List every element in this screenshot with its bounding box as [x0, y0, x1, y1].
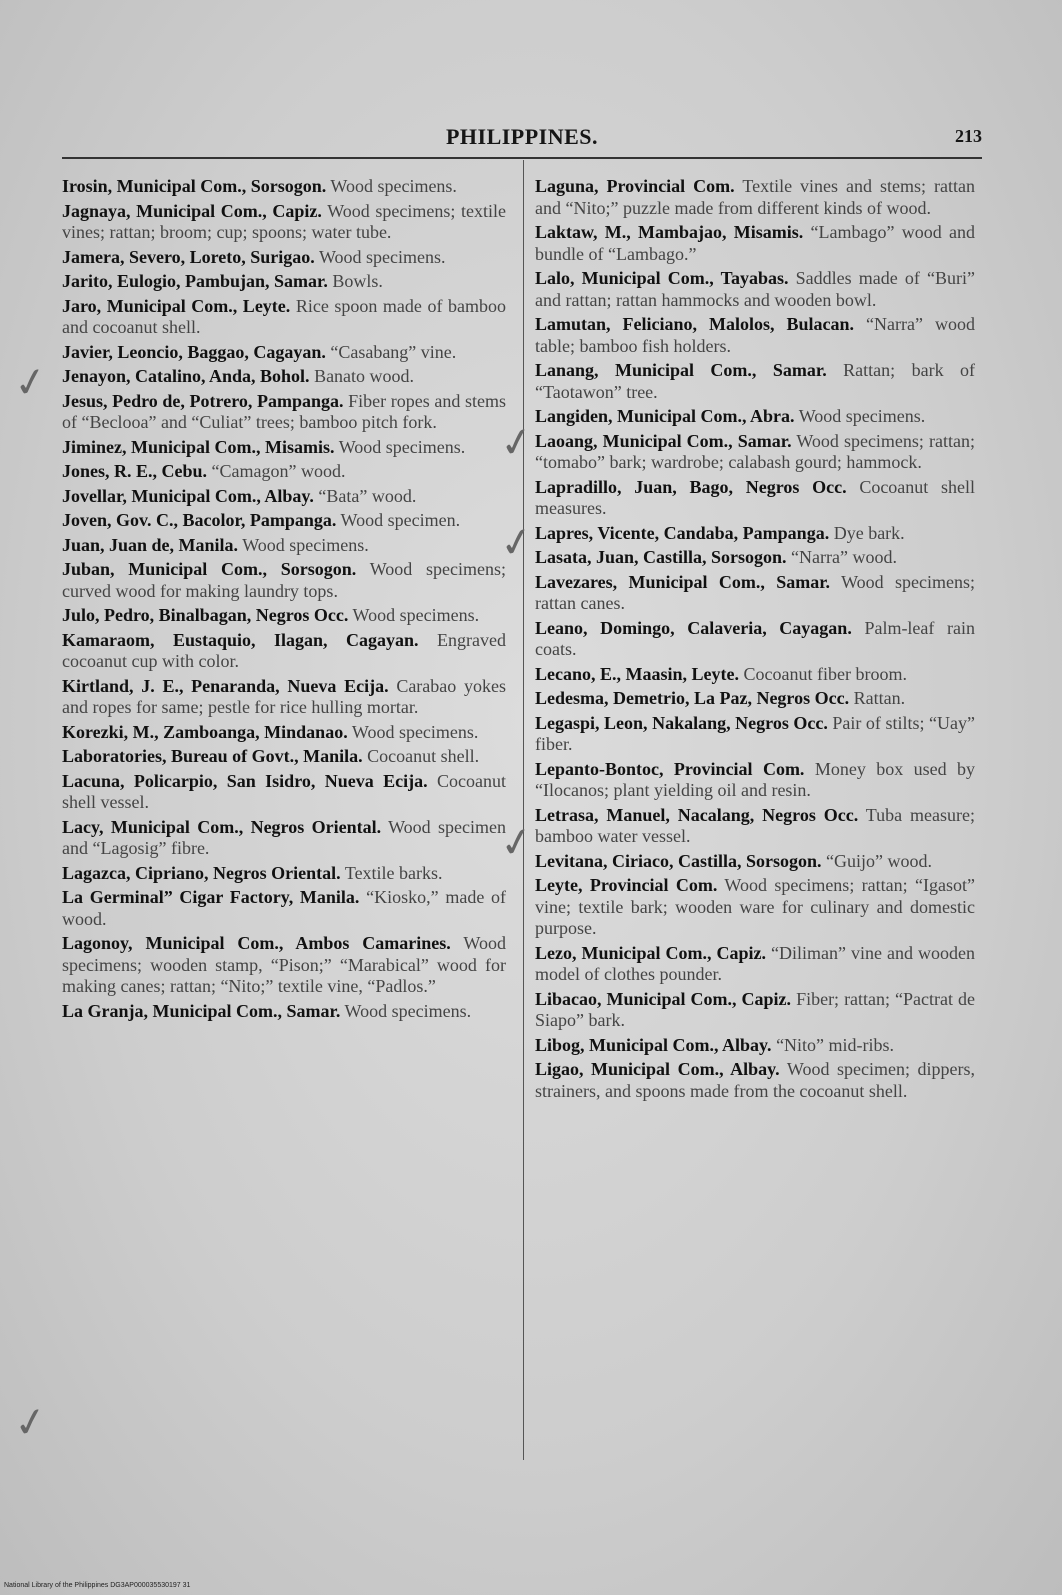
entry-exhibitor: Letrasa, Manuel, Nacalang, Negros Occ. [535, 804, 859, 825]
right-column [535, 176, 975, 1105]
entry-description: Dye bark. [833, 522, 905, 543]
index-entry [62, 1001, 506, 1023]
index-entry [535, 805, 975, 848]
entry-exhibitor: Jamera, Severo, Loreto, Surigao. [62, 246, 315, 267]
entry-description: Wood specimens; rattan; “Igasot” vine; textile bark; wooden ware for culinary and domestic purpose. [535, 875, 975, 938]
index-entry [62, 437, 506, 459]
entry-exhibitor: Jiminez, Municipal Com., Misamis. [62, 436, 335, 457]
entry-description: “Casabang” vine. [330, 341, 457, 362]
index-entry [62, 176, 506, 198]
entry-description: Wood specimens. [318, 246, 446, 267]
index-entry [62, 296, 506, 339]
index-entry [535, 1035, 975, 1057]
entry-exhibitor: Lecano, E., Maasin, Leyte. [535, 663, 739, 684]
entry-exhibitor: Lagazca, Cipriano, Negros Oriental. [62, 862, 341, 883]
entry-description: Fiber; rattan; “Pactrat de Siapo” bark. [535, 988, 976, 1030]
entry-exhibitor: Kirtland, J. E., Penaranda, Nueva Ecija. [62, 675, 389, 696]
index-entry [535, 572, 975, 615]
index-entry [535, 477, 975, 520]
entry-exhibitor: Julo, Pedro, Binalbagan, Negros Occ. [62, 605, 349, 625]
index-entry [62, 771, 506, 814]
entry-exhibitor: Lavezares, Municipal Com., Samar. [535, 571, 831, 592]
index-entry [62, 510, 506, 532]
index-entry [62, 271, 506, 293]
entry-exhibitor: Levitana, Ciriaco, Castilla, Sorsogon. [535, 850, 822, 871]
entry-exhibitor: Jones, R. E., Cebu. [62, 461, 208, 481]
entry-exhibitor: Jagnaya, Municipal Com., Capiz. [62, 200, 322, 221]
entry-exhibitor: Jenayon, Catalino, Anda, Bohol. [62, 366, 310, 386]
index-entry [535, 431, 975, 474]
entry-exhibitor: Legaspi, Leon, Nakalang, Negros Occ. [535, 712, 828, 733]
entry-description: Cocoanut shell measures. [535, 476, 976, 518]
entry-exhibitor: Leano, Domingo, Calaveria, Cayagan. [535, 617, 852, 638]
index-entry [535, 547, 975, 569]
entry-description: “Bata” wood. [318, 485, 417, 506]
entry-exhibitor: Jovellar, Municipal Com., Albay. [62, 485, 314, 506]
index-entry [62, 486, 506, 508]
index-entry [535, 618, 975, 661]
entry-exhibitor: Lagonoy, Municipal Com., Ambos Camarines. [62, 933, 451, 953]
entry-exhibitor: Lanang, Municipal Com., Samar. [535, 360, 827, 380]
entry-description: Wood specimens. [338, 436, 466, 457]
entry-description: Wood specimens. [352, 605, 480, 625]
entry-exhibitor: Jarito, Eulogio, Pambujan, Samar. [62, 271, 328, 291]
index-entry [535, 314, 975, 357]
entry-description: “Guijo” wood. [826, 850, 932, 871]
header-rule [62, 157, 982, 159]
index-entry [62, 676, 506, 719]
entry-description: Saddles made of “Buri” and rattan; rattan hammocks and wooden bowl. [535, 268, 975, 310]
index-entry [62, 201, 506, 244]
index-entry [535, 1059, 975, 1102]
entry-description: Textile barks. [344, 862, 443, 883]
index-entry [535, 851, 975, 873]
index-entry [62, 559, 506, 602]
entry-description: Wood specimens. [330, 176, 457, 196]
entry-description: “Lambago” wood and bundle of “Lambago.” [535, 222, 975, 264]
entry-exhibitor: Joven, Gov. C., Bacolor, Pampanga. [62, 510, 337, 530]
entry-description: Money box used by “Ilocanos; plant yielding oil and resin. [535, 758, 975, 800]
index-entry [535, 360, 975, 403]
entry-exhibitor: Lalo, Municipal Com., Tayabas. [535, 268, 789, 288]
entry-description: Cocoanut fiber broom. [743, 663, 907, 684]
entry-description: Wood specimens; wooden stamp, “Pison;” “Marabical” wood for making canes; rattan; “Nito;” textile vine, “Padlos.” [62, 933, 506, 996]
entry-exhibitor: Jesus, Pedro de, Potrero, Pampanga. [62, 390, 344, 411]
check-mark-icon: ✓ [496, 417, 538, 469]
index-entry [62, 863, 506, 885]
entry-exhibitor: Lamutan, Feliciano, Malolos, Bulacan. [535, 314, 855, 334]
entry-exhibitor: Lapres, Vicente, Candaba, Pampanga. [535, 522, 830, 543]
entry-description: Wood specimens; rattan; “tomabo” bark; wardrobe; calabash gourd; hammock. [535, 430, 975, 472]
entry-exhibitor: Juban, Municipal Com., Sorsogon. [62, 559, 357, 579]
left-column [62, 176, 506, 1025]
entry-exhibitor: Leyte, Provincial Com. [535, 875, 718, 895]
entry-description: Wood specimens; rattan canes. [535, 571, 975, 613]
index-entry [62, 461, 506, 483]
entry-description: Wood specimen; dippers, strainers, and spoons made from the cocoanut shell. [535, 1059, 975, 1101]
index-entry [62, 722, 506, 744]
entry-exhibitor: Langiden, Municipal Com., Abra. [535, 406, 795, 426]
entry-description: Tuba measure; bamboo water vessel. [535, 804, 975, 846]
entry-exhibitor: Korezki, M., Zamboanga, Mindanao. [62, 721, 348, 742]
index-entry [535, 664, 975, 686]
entry-description: “Kiosko,” made of wood. [62, 887, 506, 929]
index-entry [535, 875, 975, 940]
index-entry [535, 268, 975, 311]
entry-description: Wood specimens; curved wood for making laundry tops. [62, 559, 506, 601]
entry-exhibitor: Jaro, Municipal Com., Leyte. [62, 295, 291, 316]
entry-description: “Nito” mid-ribs. [776, 1034, 895, 1055]
entry-exhibitor: Lacy, Municipal Com., Negros Oriental. [62, 816, 382, 837]
entry-exhibitor: Lacuna, Policarpio, San Isidro, Nueva Ecija. [62, 770, 428, 791]
check-mark-icon: ✓ [496, 517, 538, 569]
entry-description: Rattan. [853, 688, 906, 708]
entry-exhibitor: Laboratories, Bureau of Govt., Manila. [62, 746, 363, 766]
running-title: PHILIPPINES. [445, 124, 599, 149]
column-divider [523, 160, 524, 1460]
index-entry [62, 887, 506, 930]
entry-description: Wood specimen. [340, 510, 461, 530]
entry-description: Cocoanut shell. [367, 746, 480, 766]
entry-description: Wood specimens; textile vines; rattan; broom; cup; spoons; water tube. [62, 200, 506, 242]
entry-exhibitor: Ligao, Municipal Com., Albay. [535, 1059, 780, 1079]
entry-description: Cocoanut shell vessel. [62, 770, 507, 812]
index-entry [535, 943, 975, 986]
entry-description: Fiber ropes and stems of “Beclooa” and “Culiat” trees; bamboo pitch fork. [62, 390, 506, 432]
entry-description: Rice spoon made of bamboo and cocoanut shell. [62, 295, 506, 337]
entry-exhibitor: Laktaw, M., Mambajao, Misamis. [535, 222, 804, 242]
entry-description: Wood specimens. [242, 534, 369, 555]
entry-exhibitor: Juan, Juan de, Manila. [62, 534, 239, 555]
check-mark-icon: ✓ [10, 357, 52, 409]
entry-exhibitor: La Germinal” Cigar Factory, Manila. [62, 887, 360, 907]
index-entry [62, 605, 506, 627]
index-entry [62, 933, 506, 998]
entry-description: Wood specimens. [798, 406, 926, 426]
entry-exhibitor: Lasata, Juan, Castilla, Sorsogon. [535, 547, 787, 567]
entry-exhibitor: Libacao, Municipal Com., Capiz. [535, 988, 792, 1009]
index-entry [62, 391, 506, 434]
entry-exhibitor: Laguna, Provincial Com. [535, 176, 735, 196]
index-entry [62, 630, 506, 673]
index-entry [62, 817, 506, 860]
index-entry [62, 247, 506, 269]
check-mark-icon: ✓ [496, 817, 538, 869]
index-entry [535, 523, 975, 545]
entry-description: Bowls. [332, 271, 383, 291]
entry-description: Rattan; bark of “Taotawon” tree. [535, 360, 976, 402]
entry-exhibitor: La Granja, Municipal Com., Samar. [62, 1000, 341, 1021]
entry-exhibitor: Kamaraom, Eustaquio, Ilagan, Cagayan. [62, 629, 419, 650]
entry-description: Palm-leaf rain coats. [535, 617, 975, 659]
entry-description: Pair of stilts; “Uay” fiber. [535, 712, 975, 754]
index-entry [535, 688, 975, 710]
entry-description: Wood specimens. [344, 1000, 472, 1021]
entry-description: “Narra” wood. [791, 547, 897, 567]
index-entry [535, 222, 975, 265]
entry-description: Banato wood. [314, 366, 415, 386]
entry-exhibitor: Lepanto-Bontoc, Provincial Com. [535, 758, 805, 779]
index-entry [62, 342, 506, 364]
entry-description: Textile vines and stems; rattan and “Nito;” puzzle made from different kinds of wood. [535, 176, 975, 218]
entry-exhibitor: Irosin, Municipal Com., Sorsogon. [62, 176, 327, 196]
entry-exhibitor: Laoang, Municipal Com., Samar. [535, 430, 792, 451]
index-entry [535, 406, 975, 428]
page-header [62, 124, 982, 154]
entry-exhibitor: Javier, Leoncio, Baggao, Cagayan. [62, 341, 326, 362]
index-entry [535, 176, 975, 219]
entry-exhibitor: Lapradillo, Juan, Bago, Negros Occ. [535, 476, 847, 497]
entry-description: Engraved cocoanut cup with color. [62, 629, 506, 671]
entry-description: “Diliman” vine and wooden model of clothes pounder. [535, 942, 975, 984]
entry-exhibitor: Libog, Municipal Com., Albay. [535, 1034, 772, 1055]
index-entry [535, 713, 975, 756]
entry-description: Wood specimen and “Lagosig” fibre. [62, 816, 506, 858]
entry-description: “Camagon” wood. [211, 461, 346, 481]
index-entry [535, 759, 975, 802]
footer-watermark: National Library of the Philippines DG3AP000035530197 31 [4, 1582, 191, 1589]
index-entry [62, 535, 506, 557]
index-entry [62, 366, 506, 388]
entry-description: “Narra” wood table; bamboo fish holders. [535, 314, 975, 356]
check-mark-icon: ✓ [10, 1397, 52, 1449]
entry-exhibitor: Ledesma, Demetrio, La Paz, Negros Occ. [535, 688, 850, 708]
entry-exhibitor: Lezo, Municipal Com., Capiz. [535, 942, 767, 963]
index-entry [62, 746, 506, 768]
entry-description: Carabao yokes and ropes for same; pestle for rice hulling mortar. [62, 675, 506, 717]
index-entry [535, 989, 975, 1032]
entry-description: Wood specimens. [351, 721, 479, 742]
page-number: 213 [955, 126, 982, 146]
